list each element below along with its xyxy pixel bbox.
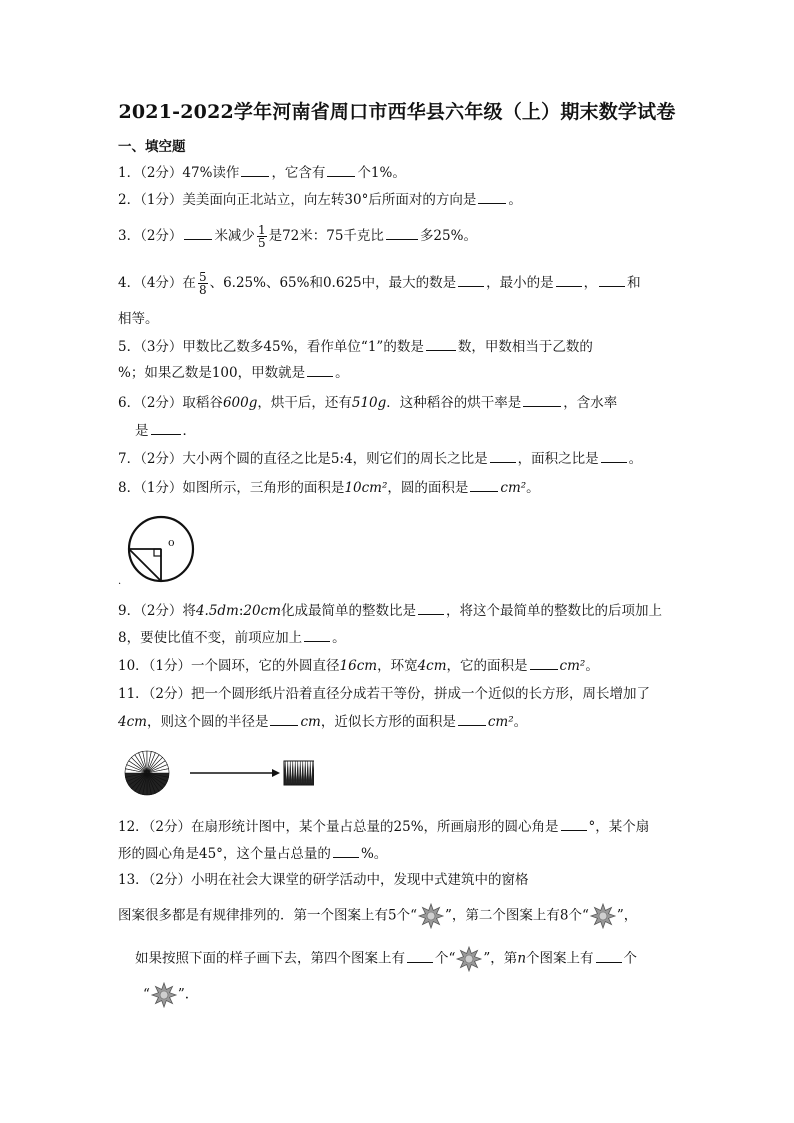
- question-4: 4．（4分）在 $\frac{5}{8}$ 、6.25%、65%和0.625中，最大的数是 ，最小的是 ， 和: [118, 270, 641, 297]
- answer-blank[interactable]: [490, 448, 516, 463]
- question-3: 3．（2分） 米减少 $\frac{1}{5}$ 是72米：75千克比 多25%。: [118, 223, 477, 250]
- answer-blank[interactable]: [241, 162, 269, 177]
- answer-blank[interactable]: [304, 627, 330, 642]
- answer-blank[interactable]: [458, 272, 484, 287]
- flower-center: [599, 912, 607, 920]
- answer-blank[interactable]: [561, 816, 587, 831]
- answer-blank[interactable]: [184, 225, 212, 240]
- question-5-cont: %；如果乙数是100，甲数就是 。: [118, 362, 349, 383]
- question-2: 2．（1分）美美面向正北站立，向左转30°后所面对的方向是 。: [118, 189, 522, 210]
- question-11-cont: 4cm，则这个圆的半径是 cm，近似长方形的面积是 cm²。: [118, 711, 527, 732]
- question-8: 8．（1分）如图所示，三角形的面积是10cm²，圆的面积是 cm²。: [118, 477, 540, 498]
- answer-blank[interactable]: [599, 272, 625, 287]
- flower-pattern-icon: [417, 903, 445, 929]
- answer-blank[interactable]: [418, 600, 444, 615]
- question-6: 6．（2分）取稻谷600g，烘干后，还有510g．这种稻谷的烘干率是 ，含水率: [118, 392, 617, 413]
- flower-pattern-icon: [150, 982, 178, 1008]
- answer-blank[interactable]: [333, 843, 359, 858]
- answer-blank[interactable]: [307, 362, 333, 377]
- answer-blank[interactable]: [407, 948, 433, 963]
- flower-center: [160, 991, 168, 999]
- question-13-cont1: 图案很多都是有规律排列的．第一个图案上有5个“ ”，第二个图案上有8个“ ”，: [118, 903, 637, 929]
- answer-blank[interactable]: [478, 189, 506, 204]
- question-9: 9．（2分）将4.5dm:20cm化成最简单的整数比是 ，将这个最简单的整数比的后项加上: [118, 600, 662, 621]
- circle-to-rectangle-figure: [124, 748, 314, 798]
- question-10: 10．（1分）一个圆环，它的外圆直径16cm，环宽4cm，它的面积是 cm²。: [118, 655, 599, 676]
- question-9-cont: 8，要使比值不变，前项应加上 。: [118, 627, 346, 648]
- answer-blank[interactable]: [270, 711, 298, 726]
- section-title: 一、填空题: [118, 139, 186, 155]
- flower-pattern-icon: [455, 946, 483, 972]
- fraction: $\frac{1}{5}$: [257, 223, 266, 250]
- page-title: 2021-2022学年河南省周口市西华县六年级（上）期末数学试卷: [118, 101, 676, 123]
- question-13-cont3: “ ”.: [143, 982, 189, 1008]
- answer-blank[interactable]: [523, 392, 561, 407]
- question-12-cont: 形的圆心角是45°，这个量占总量的 %。: [118, 843, 387, 864]
- answer-blank[interactable]: [596, 948, 622, 963]
- flower-center: [465, 955, 473, 963]
- answer-blank[interactable]: [556, 272, 582, 287]
- stray-dot: .: [118, 576, 122, 587]
- question-13: 13．（2分）小明在社会大课堂的研学活动中，发现中式建筑中的窗格: [118, 872, 529, 888]
- question-5: 5．（3分）甲数比乙数多45%，看作单位“1”的数是 数，甲数相当于乙数的: [118, 336, 593, 357]
- center-label: o: [168, 536, 175, 549]
- answer-blank[interactable]: [530, 655, 558, 670]
- question-11: 11．（2分）把一个圆形纸片沿着直径分成若干等份，拼成一个近似的长方形，周长增加了: [118, 686, 651, 702]
- question-6-cont: 是 ．: [135, 420, 196, 441]
- circle-triangle-figure: [126, 512, 196, 584]
- answer-blank[interactable]: [470, 477, 498, 492]
- question-7: 7．（2分）大小两个圆的直径之比是5:4，则它们的周长之比是 ，面积之比是 。: [118, 448, 642, 469]
- question-1: 1．（2分）47%读作 ，它含有 个1%。: [118, 162, 406, 183]
- answer-blank[interactable]: [327, 162, 355, 177]
- question-12: 12．（2分）在扇形统计图中，某个量占总量的25%，所画扇形的圆心角是 °，某个扇: [118, 816, 649, 837]
- flower-center: [427, 912, 435, 920]
- flower-pattern-icon: [589, 903, 617, 929]
- answer-blank[interactable]: [386, 225, 418, 240]
- question-13-cont2: 如果按照下面的样子画下去，第四个图案上有 个“ ”，第n个图案上有 个: [135, 946, 637, 972]
- arrow-head: [272, 769, 280, 777]
- answer-blank[interactable]: [458, 711, 486, 726]
- fraction: $\frac{5}{8}$: [198, 270, 207, 297]
- question-4-cont: 相等。: [118, 311, 159, 327]
- answer-blank[interactable]: [426, 336, 456, 351]
- answer-blank[interactable]: [151, 420, 181, 435]
- answer-blank[interactable]: [601, 448, 627, 463]
